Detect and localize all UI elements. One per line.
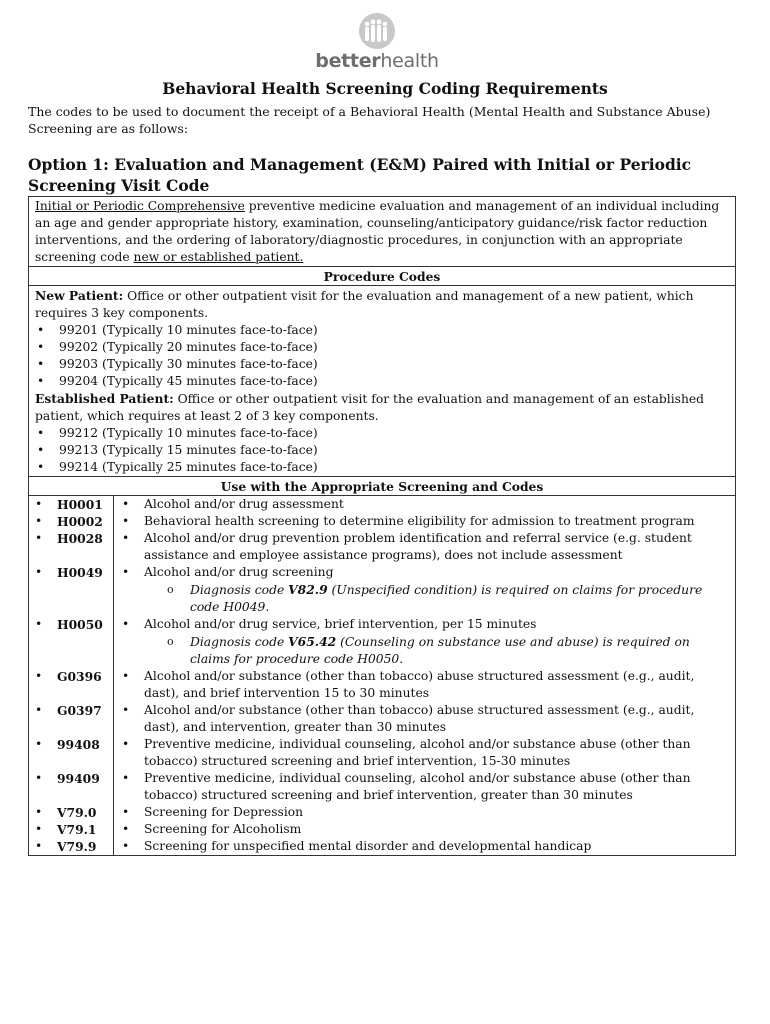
desc-h0002: • Behavioral health screening to determine eligibility for admission to treatment program bbox=[120, 513, 729, 530]
desc-h0028: • Alcohol and/or drug prevention problem identification and referral service (e.g. student assistance and employee assistance programs), does not include assessment bbox=[120, 530, 729, 564]
code-cell bbox=[29, 513, 114, 530]
new-patient-paragraph bbox=[35, 287, 729, 322]
list-item: • 99212 (Typically 10 minutes face-to-face) bbox=[35, 425, 729, 442]
established-patient-paragraph bbox=[35, 390, 729, 425]
code-cell bbox=[29, 804, 114, 821]
desc-g0396: • Alcohol and/or substance (other than tobacco) abuse structured assessment (e.g., audit, dast), and brief intervention 15 to 30 minutes bbox=[120, 668, 729, 702]
desc-v79-1: • Screening for Alcoholism bbox=[120, 821, 729, 838]
description-cell bbox=[29, 197, 735, 267]
option-heading-line1: Option 1: Evaluation and Management (E&M) Paired with Initial or Periodic bbox=[28, 155, 692, 174]
desc-cell bbox=[114, 736, 735, 770]
list-item: • 99214 (Typically 25 minutes face-to-face) bbox=[35, 459, 729, 476]
desc-h0049: • Alcohol and/or drug screening bbox=[120, 564, 729, 581]
desc-cell bbox=[114, 702, 735, 736]
desc-cell bbox=[114, 804, 735, 821]
desc-cell bbox=[114, 564, 735, 616]
code-99409: • 99409 bbox=[33, 770, 109, 787]
desc-g0397: • Alcohol and/or substance (other than tobacco) abuse structured assessment (e.g., audit, dast), and intervention, greater than 30 minutes bbox=[120, 702, 729, 736]
list-item: • 99202 (Typically 20 minutes face-to-face) bbox=[35, 339, 729, 356]
desc-99409: • Preventive medicine, individual counseling, alcohol and/or substance abuse (other than tobacco) structured screening and brief intervention, greater than 30 minutes bbox=[120, 770, 729, 804]
coding-table bbox=[28, 196, 736, 856]
desc-cell bbox=[114, 513, 735, 530]
screening-codes-grid bbox=[29, 496, 735, 855]
desc-cell bbox=[114, 530, 735, 564]
established-patient-text: Office or other outpatient visit for the evaluation and management of an established patient, which requires at least 2 of 3 key components. bbox=[35, 392, 705, 423]
desc-v79-0: • Screening for Depression bbox=[120, 804, 729, 821]
code-cell bbox=[29, 821, 114, 838]
screening-codes-header: Use with the Appropriate Screening and Codes bbox=[29, 477, 735, 496]
code-h0049: • H0049 bbox=[33, 564, 109, 581]
code-cell bbox=[29, 668, 114, 702]
note-h0050: o Diagnosis code V65.42 (Counseling on substance use and abuse) is required on claims for procedure code H0050. bbox=[120, 633, 729, 668]
procedure-codes-cell bbox=[29, 286, 735, 477]
code-cell bbox=[29, 838, 114, 855]
established-patient-label: Established Patient: bbox=[35, 391, 174, 406]
code-h0001: • H0001 bbox=[33, 496, 109, 513]
desc-h0050: • Alcohol and/or drug service, brief intervention, per 15 minutes bbox=[120, 616, 729, 633]
note-h0049: o Diagnosis code V82.9 (Unspecified condition) is required on claims for procedure code H0049. bbox=[120, 581, 729, 616]
procedure-codes-header: Procedure Codes bbox=[29, 267, 735, 286]
desc-cell bbox=[114, 770, 735, 804]
desc-h0001: • Alcohol and/or drug assessment bbox=[120, 496, 729, 513]
desc-cell bbox=[114, 821, 735, 838]
description-underlined-start: Initial or Periodic Comprehensive bbox=[35, 199, 245, 213]
list-item: • 99203 (Typically 30 minutes face-to-face) bbox=[35, 356, 729, 373]
code-h0028: • H0028 bbox=[33, 530, 109, 547]
code-v79-1: • V79.1 bbox=[33, 821, 109, 838]
page-title: Behavioral Health Screening Coding Requirements bbox=[162, 79, 608, 98]
code-cell bbox=[29, 496, 114, 513]
logo-wordmark: betterhealth bbox=[315, 50, 439, 72]
intro-paragraph: The codes to be used to document the receipt of a Behavioral Health (Mental Health and Substance Abuse) Screening are as follows: bbox=[28, 104, 711, 136]
new-patient-text: Office or other outpatient visit for the evaluation and management of a new patient, which requires 3 key components. bbox=[35, 289, 694, 320]
desc-99408: • Preventive medicine, individual counseling, alcohol and/or substance abuse (other than tobacco) structured screening and brief intervention, 15-30 minutes bbox=[120, 736, 729, 770]
code-cell bbox=[29, 564, 114, 616]
code-h0002: • H0002 bbox=[33, 513, 109, 530]
description-underlined-end: new or established patient. bbox=[133, 250, 304, 264]
desc-cell bbox=[114, 838, 735, 855]
list-item: • 99213 (Typically 15 minutes face-to-face) bbox=[35, 442, 729, 459]
code-cell bbox=[29, 530, 114, 564]
new-patient-label: New Patient: bbox=[35, 288, 124, 303]
desc-cell bbox=[114, 616, 735, 668]
code-cell bbox=[29, 702, 114, 736]
desc-v79-9: • Screening for unspecified mental disorder and developmental handicap bbox=[120, 838, 729, 855]
code-cell bbox=[29, 616, 114, 668]
code-99408: • 99408 bbox=[33, 736, 109, 753]
desc-cell bbox=[114, 496, 735, 513]
people-group-icon bbox=[355, 12, 399, 50]
code-v79-9: • V79.9 bbox=[33, 838, 109, 855]
description-text: preventive medicine evaluation and management of an individual including an age and gender appropriate history, examination, counseling/anticipatory guidance/risk factor reduction interventions, and the ordering of laboratory/diagnostic procedures, in conjunction with an appropriate screening code bbox=[35, 199, 720, 264]
code-g0397: • G0397 bbox=[33, 702, 109, 719]
list-item: • 99204 (Typically 45 minutes face-to-face) bbox=[35, 373, 729, 390]
code-cell bbox=[29, 736, 114, 770]
option-heading-line2: Screening Visit Code bbox=[28, 176, 210, 195]
code-h0050: • H0050 bbox=[33, 616, 109, 633]
code-v79-0: • V79.0 bbox=[33, 804, 109, 821]
code-g0396: • G0396 bbox=[33, 668, 109, 685]
better-health-logo bbox=[312, 12, 442, 72]
code-cell bbox=[29, 770, 114, 804]
list-item: • 99201 (Typically 10 minutes face-to-face) bbox=[35, 322, 729, 339]
desc-cell bbox=[114, 668, 735, 702]
option-heading bbox=[28, 154, 728, 196]
